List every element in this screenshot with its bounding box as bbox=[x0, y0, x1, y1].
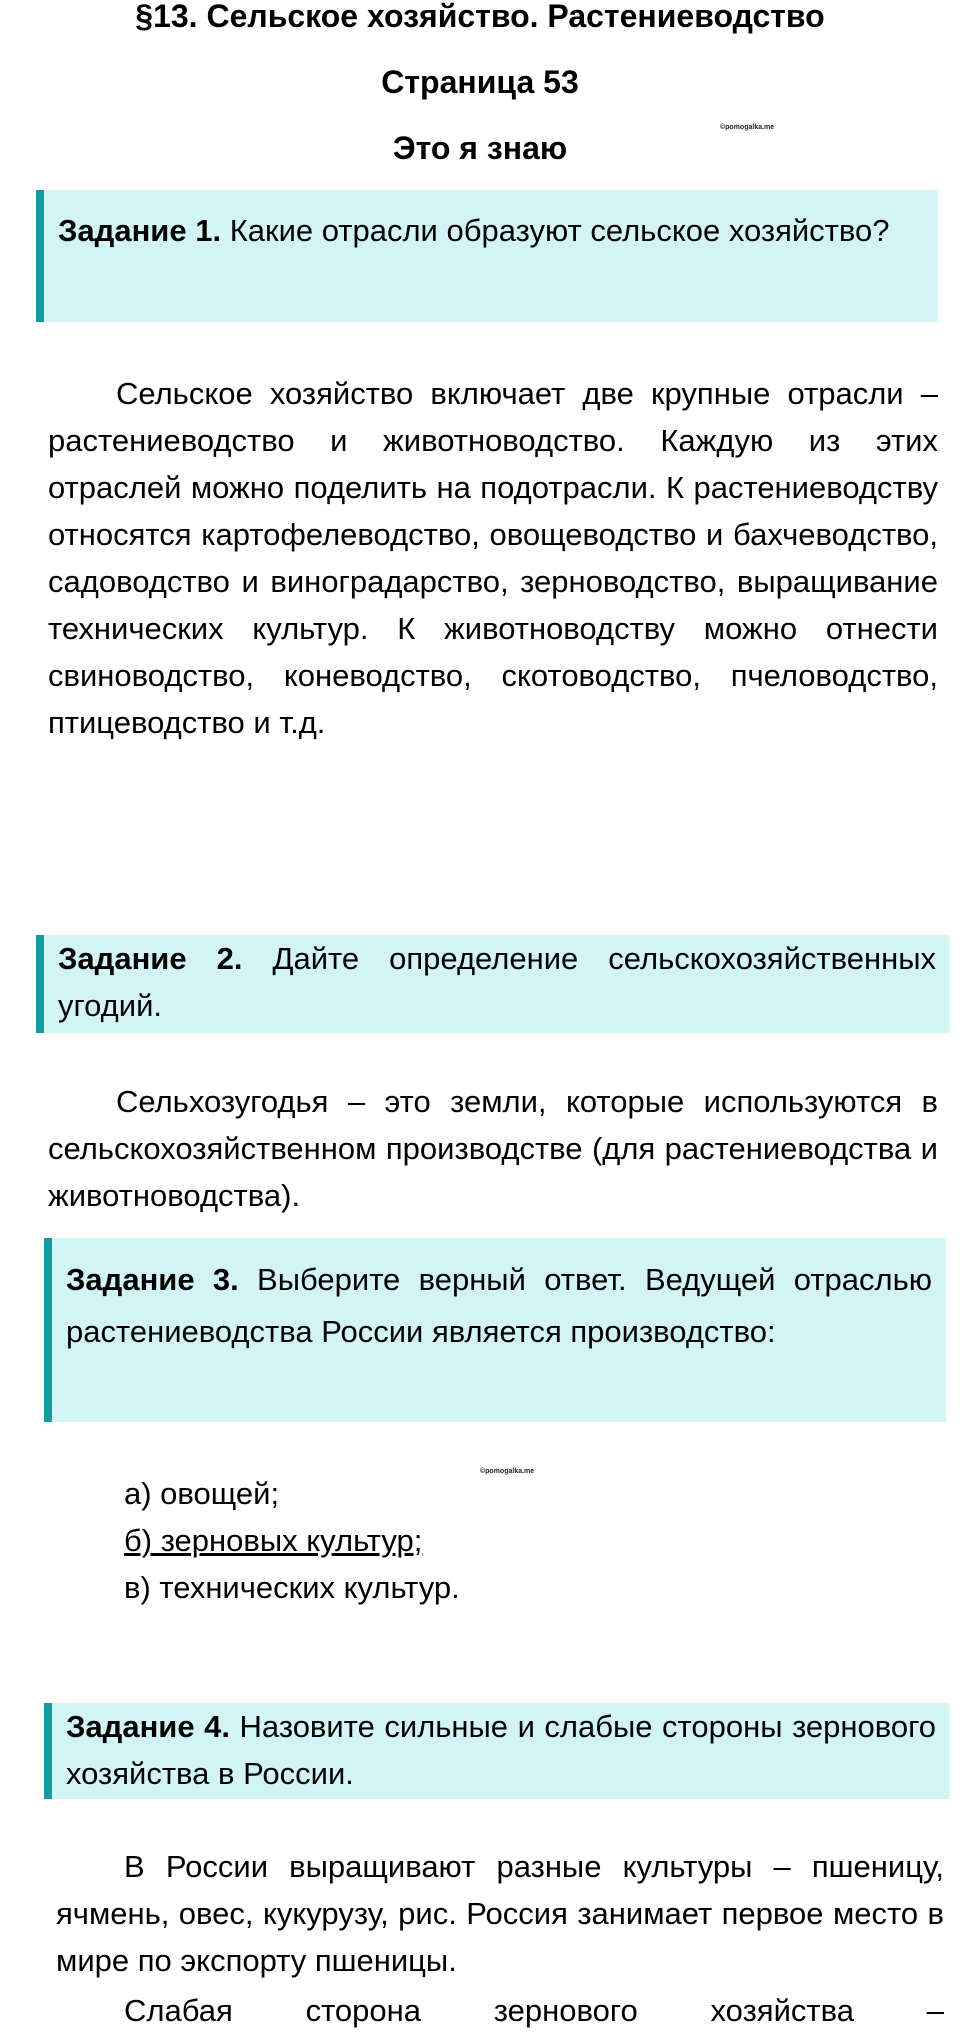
watermark: ©pomogalka.me bbox=[720, 124, 775, 131]
task-1-answer: Сельское хозяйство включает две крупные отрасли – растениеводство и животноводство. Каждую из этих отраслей можно поделить на подотрасли. К растениеводству относятся картофелеводство, овощеводство и бахчеводство, садоводство и виноградарство, зерноводство, выращивание технических культур. К животноводству можно отнести свиноводство, коневодство, скотоводство, пчеловодство, птицеводство и т.д. bbox=[48, 376, 938, 740]
task-3-options bbox=[124, 1470, 460, 1611]
page-title: §13. Сельское хозяйство. Растениеводство bbox=[135, 0, 825, 34]
section-heading: Это я знаю bbox=[392, 130, 568, 166]
task-1-label: Задание 1. bbox=[58, 213, 222, 248]
option-b-correct: б) зерновых культур; bbox=[124, 1523, 423, 1558]
option-a: а) овощей; bbox=[124, 1476, 280, 1511]
task-4-label: Задание 4. bbox=[66, 1709, 230, 1744]
task-3-label: Задание 3. bbox=[66, 1262, 239, 1297]
page-number-heading: Страница 53 bbox=[381, 64, 579, 100]
task-3-question: Выберите верный ответ. Ведущей отраслью растениеводства России является производство: bbox=[66, 1262, 932, 1349]
task-2-answer: Сельхозугодья – это земли, которые используются в сельскохозяйственном производстве (для растениеводства и животноводства). bbox=[48, 1084, 938, 1213]
option-c: в) технических культур. bbox=[124, 1570, 460, 1605]
task-2-question: Дайте определение сельскохозяйственных угодий. bbox=[58, 941, 936, 1023]
task-4-question: Назовите сильные и слабые стороны зернового хозяйства в России. bbox=[66, 1709, 936, 1791]
task-2-label: Задание 2. bbox=[58, 941, 243, 976]
watermark-2: ©pomogalka.me bbox=[480, 1468, 535, 1475]
task-1-question: Какие отрасли образуют сельское хозяйство? bbox=[229, 213, 890, 248]
task-4-answer-continued: Слабая сторона зернового хозяйства – bbox=[124, 1993, 944, 2028]
task-2-box bbox=[36, 935, 950, 1033]
task-4-answer: В России выращивают разные культуры – пшеницу, ячмень, овес, кукурузу, рис. Россия занимает первое место в мире по экспорту пшеницы. bbox=[56, 1849, 944, 1978]
task-1-box bbox=[36, 190, 938, 322]
task-3-box bbox=[44, 1238, 946, 1422]
task-4-box bbox=[44, 1703, 950, 1799]
